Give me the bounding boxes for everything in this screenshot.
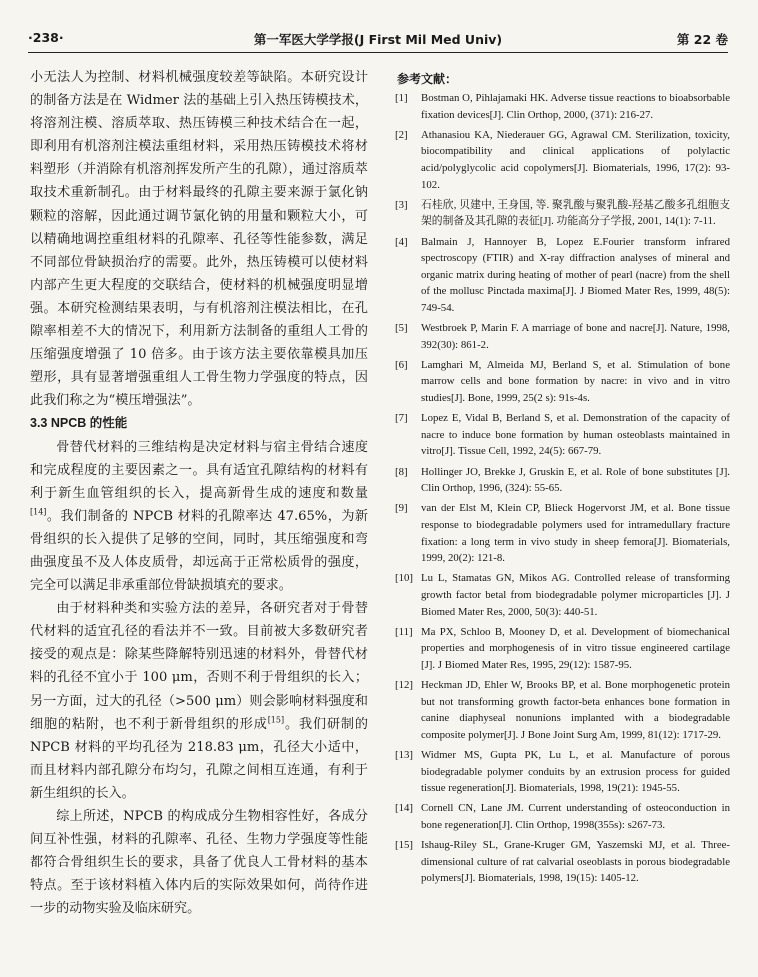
reference-item — [395, 320, 730, 353]
reference-number: [4] — [395, 235, 408, 248]
reference-item — [395, 357, 730, 407]
volume-label: 第 22 卷 — [676, 32, 728, 47]
reference-item — [395, 837, 730, 887]
journal-title: 第一军医大学学报(J First Mil Med Univ) — [253, 32, 503, 47]
reference-item — [395, 624, 730, 674]
reference-item — [395, 800, 730, 833]
reference-number: [11] — [395, 625, 413, 638]
reference-text: Hollinger JO, Brekke J, Gruskin E, et al. Role of bone substitutes [J]. Clin Orthop, 1996, (324): 55-65. — [421, 465, 730, 495]
paragraph-method: 小无法人为控制、材料机械强度较差等缺陷。本研究设计的制备方法是在 Widmer 法的基础上引入热压铸模技术，将溶剂注模、溶质萃取、热压铸模三种技术结合在一起，即利用有机溶剂注模法重组材料，采用热压铸模技术将材料塑形（并消除有机溶剂挥发所产生的孔隙），通过溶质萃取技术重新制孔。由于材料最终的孔隙主要来源于氯化钠颗粒的溶解，因此通过调节氯化钠的用量和颗粒大小，可以精确地调控重组材料的孔隙率、孔径等性能参数，满足不同部位骨缺损治疗的需要。此外，热压铸模可以使材料内部产生更大程度的交联结合，使材料的机械强度明显增强。本研究检测结果表明，与有机溶剂注模法相比，在孔隙率相差不大的情况下，利用新方法制备的重组人工骨的压缩强度增强了 10 倍多。由于该方法主要依靠模具加压塑形，具有显著增强重组人工骨生物力学强度的特点，因此我们称之为“模压增强法”。 — [30, 70, 368, 409]
citation-ref[interactable]: [15] — [267, 715, 285, 725]
reference-item — [395, 127, 730, 193]
paragraph-text: 骨替代材料的三维结构是决定材料与宿主骨结合速度和完成程度的主要因素之一。具有适宜孔隙结构的材料有利于新生血管组织的长入，提高新骨生成的速度和数量 — [30, 439, 368, 501]
reference-item — [395, 677, 730, 743]
running-header — [28, 24, 728, 53]
reference-number: [3] — [395, 198, 408, 211]
reference-text: Lu L, Stamatas GN, Mikos AG. Controlled release of transforming growth factor betal from biodegradable polymer microparticles [J]. J Biomed Mater Res, 2000, 50(3): 440-51. — [421, 572, 730, 618]
reference-number: [7] — [395, 412, 408, 425]
reference-item — [395, 90, 730, 123]
reference-number: [10] — [395, 572, 413, 585]
paragraph-conclusion: 综上所述，NPCB 的构成成分生物相容性好，各成分间互补性强，材料的孔隙率、孔径、生物力学强度等性能都符合骨组织生长的要求，具备了优良人工骨材料的基本特点。至于该材料植入体内后的实际效果如何，尚待作进一步的动物实验及临床研究。 — [30, 809, 368, 917]
references-column — [395, 70, 730, 891]
reference-number: [15] — [395, 839, 413, 852]
body-column — [30, 66, 368, 920]
paragraph-text: 。我们制备的 NPCB 材料的孔隙率达 47.65%，为新骨组织的长入提供了足够的空间，同时，其压缩强度和弯曲强度虽不及人体皮质骨，却远高于正常松质骨的强度，完全可以满足非承重部位骨缺损填充的要求。 — [30, 508, 368, 594]
reference-text: Ma PX, Schloo B, Mooney D, et al. Development of biomechanical properties and morphogenesis of in vitro tissue engineered cartilage [J]. J Biomed Mater Res, 1995, 29(12): 1587-95. — [421, 625, 730, 671]
reference-item — [395, 747, 730, 797]
reference-list — [395, 90, 730, 887]
paragraph-pore-size — [30, 597, 368, 805]
reference-number: [1] — [395, 92, 408, 104]
paragraph-text: 。我们研制的 NPCB 材料的平均孔径为 218.83 μm，孔径大小适中，而且材料内部孔隙分布均匀，孔隙之间相互连通，有利于新生组织的长入。 — [30, 716, 368, 801]
references-title: 参考文献： — [397, 72, 458, 86]
reference-number: [9] — [395, 502, 408, 515]
reference-number: [14] — [395, 802, 413, 815]
reference-text: Balmain J, Hannoyer B, Lopez E.Fourier transform infrared spectroscopy (FTIR) and X-ray diffraction analyses of mineral and organic matrix during heating of mother of pearl (nacre) from the shell of the mollusc Pinctada maxima[J]. J Biomed Mater Res, 1999, 48(5): 749-54. — [421, 235, 730, 314]
reference-item — [395, 570, 730, 620]
section-heading: 3.3 NPCB 的性能 — [30, 416, 128, 431]
reference-text: van der Elst M, Klein CP, Blieck Hogervorst JM, et al. Bone tissue response to biodegradable polymers used for intramedullary fracture fixation: a long term in vivo study in sheep femora[J]. Biomaterials, 1999, 20(2): 121-8. — [421, 502, 730, 565]
reference-number: [8] — [395, 465, 408, 478]
reference-text: 石桂欣, 贝建中, 王身国, 等. 聚乳酸与聚乳酸-羟基乙酸多孔组胞支架的制备及其孔隙的表征[J]. 功能高分子学报, 2001, 14(1): 7-11. — [421, 198, 730, 228]
reference-item — [395, 464, 730, 497]
reference-text: Lamghari M, Almeida MJ, Berland S, et al. Stimulation of bone marrow cells and bone formation by nacre: in vivo and in vitro studies[J]. Bone, 1999, 25(2 s): 91s-4s. — [421, 358, 730, 405]
reference-text: Cornell CN, Lane JM. Current understanding of osteoconduction in bone regeneration[J]. Clin Orthop, 1998(355s): s267-73. — [421, 802, 730, 832]
paragraph-text: 由于材料种类和实验方法的差异，各研究者对于骨替代材料的适宜孔径的看法并不一致。目前被大多数研究者接受的观点是：除某些降解特别迅速的材料外，骨替代材料的孔径不宜小于 100 μm，否则不利于骨组织的长入；另一方面，过大的孔径（>500 μm）则会影响材料强度和细胞的粘附，也不利于新骨组织的形成 — [30, 601, 368, 732]
reference-item — [395, 410, 730, 460]
reference-text: Athanasiou KA, Niederauer GG, Agrawal CM. Sterilization, toxicity, biocompatibility and clinical applications of polylactic acid/polyglycolic acid copolymers[J]. Biomaterials, 1996, 17(2): 93-102. — [421, 128, 730, 191]
page-number: ·238· — [28, 30, 64, 45]
reference-number: [6] — [395, 358, 408, 371]
reference-number: [2] — [395, 128, 408, 141]
reference-number: [5] — [395, 322, 408, 335]
reference-item — [395, 234, 730, 317]
reference-text: Bostman O, Pihlajamaki HK. Adverse tissue reactions to bioabsorbable fixation devices[J]. Clin Orthop, 2000, (371): 216-27. — [421, 92, 730, 121]
reference-number: [13] — [395, 749, 413, 762]
reference-text: Ishaug-Riley SL, Grane-Kruger GM, Yaszemski MJ, et al. Three-dimensional culture of rat calvarial oseoblasts in porous biodegradable polymers[J]. Biomaterials, 1998, 19(15): 1405-12. — [421, 839, 730, 885]
reference-text: Heckman JD, Ehler W, Brooks BP, et al. Bone morphogenetic protein but not transforming growth factor-beta enhances bone formation in canine diaphyseal nonunions implanted with a biodegradable composite polymer[J]. J Bone Joint Surg Am, 1999, 81(12): 1717-29. — [421, 679, 730, 741]
paragraph-structure — [30, 436, 368, 598]
citation-ref[interactable]: [14] — [30, 507, 47, 517]
reference-text: Lopez E, Vidal B, Berland S, et al. Demonstration of the capacity of nacre to induce bone formation by human osteoblasts maintained in vitro[J]. Tissue Cell, 1992, 24(5): 667-79. — [421, 412, 730, 458]
reference-item — [395, 197, 730, 230]
reference-item — [395, 500, 730, 566]
reference-text: Widmer MS, Gupta PK, Lu L, et al. Manufacture of porous biodegradable polymer conduits by an extrusion process for guided tissue regeneration[J]. Biomaterials, 1998, 19(21): 1945-55. — [421, 749, 730, 795]
reference-number: [12] — [395, 679, 413, 692]
reference-text: Westbroek P, Marin F. A marriage of bone and nacre[J]. Nature, 1998, 392(30): 861-2. — [421, 322, 730, 351]
